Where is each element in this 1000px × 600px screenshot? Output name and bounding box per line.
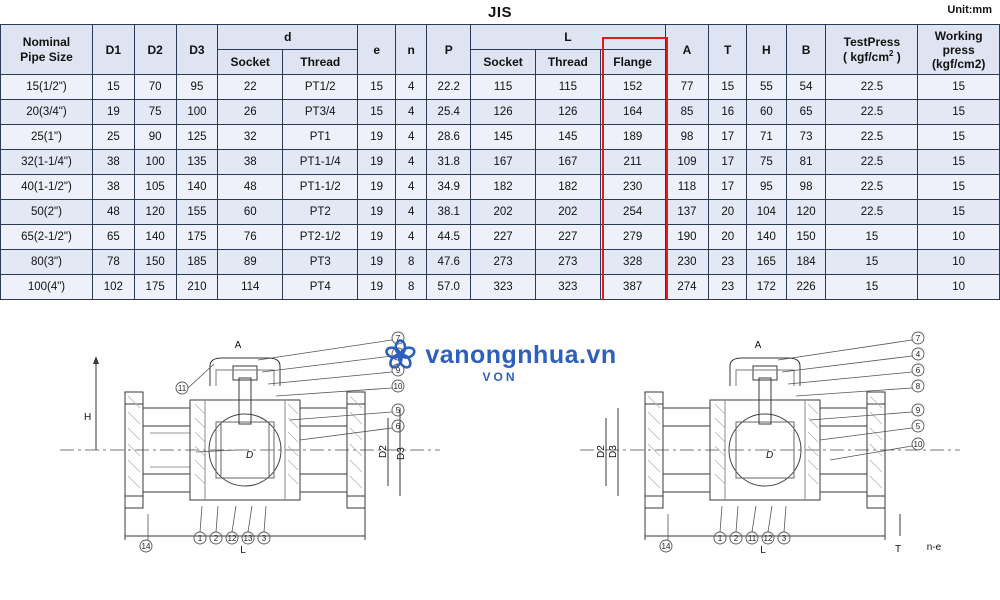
- cell-l-socket: 115: [471, 75, 536, 100]
- svg-text:D3: D3: [608, 445, 619, 458]
- cell-d-socket: 22: [218, 75, 283, 100]
- cell-d2: 105: [134, 175, 176, 200]
- cell-p: 28.6: [427, 125, 471, 150]
- cell-n: 4: [395, 200, 426, 225]
- th-d-socket: Socket: [218, 50, 283, 75]
- cell-working: 15: [918, 150, 1000, 175]
- cell-d-socket: 48: [218, 175, 283, 200]
- cell-testpress: 22.5: [826, 200, 918, 225]
- cell-d-thread: PT1/2: [283, 75, 358, 100]
- th-l-thread: Thread: [535, 50, 600, 75]
- th-testpress: [826, 25, 918, 75]
- cell-d3: 175: [176, 225, 218, 250]
- cell-testpress: 22.5: [826, 100, 918, 125]
- th-l-flange: Flange: [600, 50, 665, 75]
- cell-n: 4: [395, 100, 426, 125]
- cell-l-thread: 115: [535, 75, 600, 100]
- svg-text:n-e: n-e: [926, 542, 942, 553]
- cell-d1: 78: [92, 250, 134, 275]
- cell-size: 100(4"): [1, 275, 93, 300]
- cell-h: 75: [747, 150, 787, 175]
- cell-d-thread: PT3/4: [283, 100, 358, 125]
- cell-d-thread: PT1-1/2: [283, 175, 358, 200]
- cell-p: 57.0: [427, 275, 471, 300]
- cell-t: 20: [709, 225, 747, 250]
- cell-b: 150: [786, 225, 826, 250]
- cell-l-socket: 126: [471, 100, 536, 125]
- brand-sub: VON: [482, 370, 518, 384]
- th-l-group: L: [471, 25, 665, 50]
- cell-p: 44.5: [427, 225, 471, 250]
- cell-b: 81: [786, 150, 826, 175]
- svg-text:11: 11: [747, 534, 757, 543]
- svg-text:8: 8: [915, 382, 921, 391]
- cell-p: 31.8: [427, 150, 471, 175]
- th-n: n: [395, 25, 426, 75]
- svg-text:9: 9: [915, 406, 921, 415]
- th-t: T: [709, 25, 747, 75]
- cell-p: 38.1: [427, 200, 471, 225]
- cell-d1: 15: [92, 75, 134, 100]
- cell-l-flange: 279: [600, 225, 665, 250]
- cell-d-socket: 38: [218, 150, 283, 175]
- cell-a: 109: [665, 150, 709, 175]
- cell-l-thread: 145: [535, 125, 600, 150]
- cell-e: 19: [358, 225, 396, 250]
- cell-d-thread: PT2-1/2: [283, 225, 358, 250]
- cell-size: 32(1-1/4"): [1, 150, 93, 175]
- cell-l-socket: 182: [471, 175, 536, 200]
- cell-a: 77: [665, 75, 709, 100]
- cell-b: 65: [786, 100, 826, 125]
- cell-l-socket: 323: [471, 275, 536, 300]
- cell-e: 19: [358, 275, 396, 300]
- cell-d1: 25: [92, 125, 134, 150]
- svg-text:D2: D2: [596, 445, 607, 458]
- cell-size: 65(2-1/2"): [1, 225, 93, 250]
- cell-d3: 125: [176, 125, 218, 150]
- svg-text:D3: D3: [396, 447, 407, 460]
- cell-b: 226: [786, 275, 826, 300]
- cell-d1: 38: [92, 150, 134, 175]
- cell-d3: 155: [176, 200, 218, 225]
- cell-working: 15: [918, 100, 1000, 125]
- cell-n: 4: [395, 150, 426, 175]
- cell-t: 15: [709, 75, 747, 100]
- svg-text:2: 2: [213, 534, 219, 543]
- cell-l-socket: 227: [471, 225, 536, 250]
- cell-e: 19: [358, 150, 396, 175]
- svg-text:3: 3: [261, 534, 267, 543]
- svg-text:D: D: [766, 450, 774, 461]
- cell-d3: 140: [176, 175, 218, 200]
- cell-b: 98: [786, 175, 826, 200]
- cell-l-thread: 273: [535, 250, 600, 275]
- cell-a: 98: [665, 125, 709, 150]
- cell-b: 73: [786, 125, 826, 150]
- svg-text:13: 13: [243, 534, 253, 543]
- cell-testpress: 15: [826, 275, 918, 300]
- spec-table-body: [1, 75, 1000, 300]
- cell-d3: 185: [176, 250, 218, 275]
- cell-l-flange: 152: [600, 75, 665, 100]
- cell-d2: 120: [134, 200, 176, 225]
- cell-testpress: 22.5: [826, 75, 918, 100]
- cell-l-flange: 164: [600, 100, 665, 125]
- cell-a: 118: [665, 175, 709, 200]
- cell-size: 15(1/2"): [1, 75, 93, 100]
- svg-text:5: 5: [915, 422, 921, 431]
- cell-d-thread: PT1-1/4: [283, 150, 358, 175]
- spec-table: [0, 24, 1000, 300]
- th-d1: D1: [92, 25, 134, 75]
- cell-t: 17: [709, 150, 747, 175]
- svg-text:4: 4: [915, 350, 921, 359]
- flower-logo-icon: [383, 338, 417, 372]
- svg-text:11: 11: [177, 384, 187, 393]
- svg-text:H: H: [84, 412, 92, 423]
- cell-p: 22.2: [427, 75, 471, 100]
- cell-working: 10: [918, 275, 1000, 300]
- cell-b: 120: [786, 200, 826, 225]
- table-title-row: [0, 0, 1000, 24]
- cell-h: 60: [747, 100, 787, 125]
- th-d3: D3: [176, 25, 218, 75]
- cell-d1: 102: [92, 275, 134, 300]
- cell-p: 25.4: [427, 100, 471, 125]
- brand-watermark: [383, 338, 616, 384]
- cell-h: 95: [747, 175, 787, 200]
- svg-text:3: 3: [781, 534, 787, 543]
- svg-text:T: T: [894, 544, 902, 555]
- svg-text:1: 1: [717, 534, 723, 543]
- cell-d-thread: PT2: [283, 200, 358, 225]
- cell-l-flange: 211: [600, 150, 665, 175]
- cell-p: 34.9: [427, 175, 471, 200]
- page-title: JIS: [487, 3, 512, 21]
- cell-b: 54: [786, 75, 826, 100]
- th-working-unit: (kgf/cm2): [932, 56, 986, 71]
- cell-l-flange: 189: [600, 125, 665, 150]
- cell-n: 4: [395, 75, 426, 100]
- cell-l-flange: 328: [600, 250, 665, 275]
- table-row: [1, 225, 1000, 250]
- cell-n: 4: [395, 225, 426, 250]
- svg-text:5: 5: [395, 406, 401, 415]
- cell-d1: 19: [92, 100, 134, 125]
- th-testpress-label: TestPress: [843, 35, 901, 49]
- cell-a: 85: [665, 100, 709, 125]
- cell-d-socket: 89: [218, 250, 283, 275]
- svg-text:14: 14: [661, 542, 671, 551]
- svg-text:L: L: [760, 545, 766, 556]
- th-nps-line2: Pipe Size: [20, 49, 73, 64]
- cell-t: 17: [709, 175, 747, 200]
- cell-working: 15: [918, 75, 1000, 100]
- cell-size: 40(1-1/2"): [1, 175, 93, 200]
- cell-h: 55: [747, 75, 787, 100]
- svg-text:A: A: [234, 340, 242, 351]
- svg-text:2: 2: [733, 534, 739, 543]
- cell-h: 140: [747, 225, 787, 250]
- table-row: [1, 275, 1000, 300]
- th-nominal-pipe-size: [1, 25, 93, 75]
- svg-text:7: 7: [915, 334, 921, 343]
- cell-size: 20(3/4"): [1, 100, 93, 125]
- cell-l-flange: 387: [600, 275, 665, 300]
- cell-d2: 150: [134, 250, 176, 275]
- svg-text:L: L: [240, 545, 246, 556]
- svg-text:10: 10: [913, 440, 923, 449]
- cell-b: 184: [786, 250, 826, 275]
- cell-testpress: 22.5: [826, 125, 918, 150]
- cell-d2: 90: [134, 125, 176, 150]
- cell-d1: 65: [92, 225, 134, 250]
- cell-d2: 100: [134, 150, 176, 175]
- cell-d3: 95: [176, 75, 218, 100]
- cell-working: 10: [918, 250, 1000, 275]
- svg-text:14: 14: [141, 542, 151, 551]
- cell-d2: 175: [134, 275, 176, 300]
- th-h: H: [747, 25, 787, 75]
- cell-t: 20: [709, 200, 747, 225]
- svg-text:12: 12: [763, 534, 773, 543]
- cell-size: 50(2"): [1, 200, 93, 225]
- cell-a: 137: [665, 200, 709, 225]
- th-d-thread: Thread: [283, 50, 358, 75]
- table-row: [1, 100, 1000, 125]
- cell-d-thread: PT4: [283, 275, 358, 300]
- cell-n: 8: [395, 275, 426, 300]
- cell-working: 15: [918, 175, 1000, 200]
- cell-working: 10: [918, 225, 1000, 250]
- table-row: [1, 250, 1000, 275]
- cell-d-socket: 32: [218, 125, 283, 150]
- cell-e: 19: [358, 250, 396, 275]
- cell-d-thread: PT3: [283, 250, 358, 275]
- th-e: e: [358, 25, 396, 75]
- cell-d2: 75: [134, 100, 176, 125]
- cell-l-thread: 126: [535, 100, 600, 125]
- cell-l-flange: 230: [600, 175, 665, 200]
- svg-text:12: 12: [227, 534, 237, 543]
- th-working-press: [918, 25, 1000, 75]
- th-working-line1: Working: [934, 28, 983, 43]
- cell-a: 190: [665, 225, 709, 250]
- cell-d-socket: 60: [218, 200, 283, 225]
- cell-d-thread: PT1: [283, 125, 358, 150]
- cell-l-socket: 167: [471, 150, 536, 175]
- table-row: [1, 125, 1000, 150]
- cell-d2: 70: [134, 75, 176, 100]
- cell-d2: 140: [134, 225, 176, 250]
- svg-text:9: 9: [395, 366, 401, 375]
- svg-text:6: 6: [915, 366, 921, 375]
- table-row: [1, 75, 1000, 100]
- cell-d1: 48: [92, 200, 134, 225]
- cell-size: 80(3"): [1, 250, 93, 275]
- cell-h: 71: [747, 125, 787, 150]
- cell-d-socket: 26: [218, 100, 283, 125]
- cell-t: 23: [709, 275, 747, 300]
- cell-testpress: 15: [826, 250, 918, 275]
- cell-h: 165: [747, 250, 787, 275]
- cell-d3: 210: [176, 275, 218, 300]
- cell-testpress: 22.5: [826, 150, 918, 175]
- svg-text:1: 1: [197, 534, 203, 543]
- cell-testpress: 22.5: [826, 175, 918, 200]
- svg-text:6: 6: [395, 422, 401, 431]
- th-p: P: [427, 25, 471, 75]
- cell-l-thread: 182: [535, 175, 600, 200]
- table-row: [1, 175, 1000, 200]
- cell-e: 15: [358, 75, 396, 100]
- cell-l-socket: 145: [471, 125, 536, 150]
- svg-text:D: D: [246, 450, 254, 461]
- brand-row: [383, 338, 616, 372]
- cell-testpress: 15: [826, 225, 918, 250]
- th-d-group: d: [218, 25, 358, 50]
- cell-d1: 38: [92, 175, 134, 200]
- cell-h: 172: [747, 275, 787, 300]
- cell-a: 274: [665, 275, 709, 300]
- th-testpress-unit: ( kgf/$cm^2$ ): [842, 49, 901, 64]
- svg-text:10: 10: [393, 382, 403, 391]
- cell-e: 15: [358, 100, 396, 125]
- cell-d-socket: 114: [218, 275, 283, 300]
- cell-l-thread: 227: [535, 225, 600, 250]
- unit-note: Unit:mm: [947, 4, 992, 16]
- th-working-line2: press: [942, 42, 975, 57]
- table-row: [1, 200, 1000, 225]
- cell-p: 47.6: [427, 250, 471, 275]
- svg-text:A: A: [754, 340, 762, 351]
- cell-t: 23: [709, 250, 747, 275]
- cell-l-thread: 323: [535, 275, 600, 300]
- cell-l-socket: 202: [471, 200, 536, 225]
- cell-l-flange: 254: [600, 200, 665, 225]
- cell-size: 25(1"): [1, 125, 93, 150]
- th-l-socket: Socket: [471, 50, 536, 75]
- th-nps-line1: Nominal: [22, 34, 71, 49]
- cell-e: 19: [358, 200, 396, 225]
- cell-e: 19: [358, 125, 396, 150]
- th-b: B: [786, 25, 826, 75]
- cell-a: 230: [665, 250, 709, 275]
- cell-d-socket: 76: [218, 225, 283, 250]
- cell-working: 15: [918, 125, 1000, 150]
- cell-t: 17: [709, 125, 747, 150]
- svg-text:7: 7: [395, 334, 401, 343]
- cell-d3: 135: [176, 150, 218, 175]
- cell-e: 19: [358, 175, 396, 200]
- cell-d3: 100: [176, 100, 218, 125]
- cell-working: 15: [918, 200, 1000, 225]
- cell-l-socket: 273: [471, 250, 536, 275]
- cell-l-thread: 202: [535, 200, 600, 225]
- brand-name: vanongnhua.vn: [425, 340, 617, 369]
- cell-h: 104: [747, 200, 787, 225]
- cell-l-thread: 167: [535, 150, 600, 175]
- cell-n: 4: [395, 125, 426, 150]
- table-row: [1, 150, 1000, 175]
- th-a: A: [665, 25, 709, 75]
- svg-text:D2: D2: [378, 445, 389, 458]
- th-d2: D2: [134, 25, 176, 75]
- cell-t: 16: [709, 100, 747, 125]
- cell-n: 4: [395, 175, 426, 200]
- table-header-row-1: [1, 25, 1000, 50]
- cell-n: 8: [395, 250, 426, 275]
